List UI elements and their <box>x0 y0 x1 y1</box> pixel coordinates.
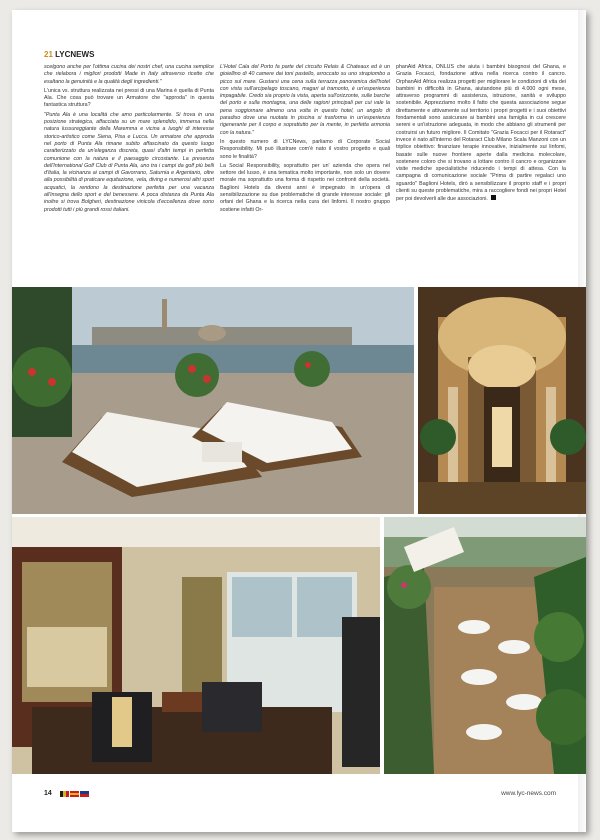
page-header <box>44 50 94 59</box>
photo-terrace-venice <box>12 287 414 514</box>
footer-url: www.lyc-news.com <box>501 790 556 797</box>
text-column-1 <box>44 64 214 216</box>
header-page-number: 21 <box>44 50 53 59</box>
footer-flags <box>60 791 89 797</box>
paragraph: L'Hotel Cala del Porto fa parte del circuito Relais & Chateaux ed è un gioiellino di 40 camere dai toni pastello, arroccato su uno strapiombo a picco sul mare. Gustarsi una cena sulla terrazza panoramica dell'hotel con vista sull'arcipelago toscano, magari al tramonto, è un'esperienza impagabile. Credo sia proprio la vista, aperta sull'orizzonte, sulle barche del porto e sulla montagna, una delle ragioni principali per cui vale la pena soggiornare almeno una volta in questo hotel, un angolo di paradiso dove una nuotata in piscina si trasforma in un'esperienza rigenerante per il corpo e soprattutto per la mente, in perfetta armonia con la natura." <box>220 64 390 136</box>
paragraph-text: phanAid Africa, ONLUS che aiuta i bambini bisognosi del Ghana, e Grazia Focacci, fondazione attiva nella ricerca contro il cancro. OrphanAid Africa realizza progetti per migliorare le condizioni di vita dei bambini in difficoltà in Ghana, aiutandone più di 4.000 ogni mese, attraverso programmi di assistenza, istruzione, sanità e sviluppo sostenibile. Apprezziamo molto il fatto che questa associazione segue direttamente e attivamente sul territorio i propri progetti e i suoi obiettivi fondamentali sono assicurare ai bambini una famiglia in cui crescere sereni e un'istruzione adeguata, in modo che abbiano gli strumenti per costruirsi un futuro migliore. Il Comitato "Grazia Focacci per il Rotaract" invece è nato all'interno del Rotaract Club Milano Scala Manzoni con un triplice obiettivo: finanziare terapie innovative, inizialmente sui linfomi, basate sulle nuove frontiere aperte dalla medicina molecolare, sostenere coloro che si trovano a lottare contro il cancro e organizzare visite mediche specialistiche riducendo i tempi di attesa. Con la campagna di comunicazione sociale "Prima di partire regalaci uno sguardo" Baglioni Hotels, dirò a sensibilizzare il proprio staff e i propri clienti su queste problematiche, mira a raccogliere fondi nei propri Hotel per poi devolverli alle due associazioni. <box>396 64 566 203</box>
paragraph: La Social Responsibility, soprattutto per un' azienda che opera nel settore del lusso, è una tematica molto importante, non solo un dovere morale ma soprattutto una forma di rispetto nei confronti della società. Baglioni Hotels da diversi anni è impegnato in un'opera di sensibilizzazione su due problematiche di grande interesse sociale: gli orfani del Ghana e la ricerca nella cura dei linfomi. Il nostro gruppo sostiene infatti Or- <box>220 162 390 213</box>
text-column-3 <box>396 64 566 206</box>
paragraph: "Punta Ala è una località che amo particolarmente. Si trova in una posizione strategica, affacciata su un mare splendido, immersa nella natura lussureggiante della Maremma e vicina a luoghi di interesse storico-artistico come Siena, Pisa e Lucca. Un armatore che approda nel porto di Punta Ala rimane subito affascinato da questo luogo caratterizzato da un'eleganza discreta, quasi d'altri tempi in perfetta comunione con la natura e il paesaggio circostante. La presenza dell'International Golf Club di Punta Ala, uno tra i campi da golf più belli d'Italia, la vicinanza ai campi di Gavorrano, Saturnia e Argentario, oltre alla possibilità di praticare equitazione, vela, diving e numerosi altri sport acquatici, la rendono la destinazione perfetta per una vacanza all'insegna dello sport e del benessere. A poca distanza da Punta Ala inoltre si trova Bolgheri, destinazione vinicola d'eccellenza dove sono prodotti tutti i più grandi rossi italiani. <box>44 111 214 213</box>
flag-icon <box>60 791 69 797</box>
terrace-illustration <box>12 287 414 514</box>
restaurant-illustration <box>384 517 586 774</box>
paragraph: scelgono anche per l'ottima cucina dei nostri chef, una cucina semplice che rielabora i migliori prodotti Made in Italy attraverso ricette che esaltano la genuinità e la qualità degli ingredienti." <box>44 64 214 85</box>
hall-illustration <box>418 287 586 514</box>
text-column-2 <box>220 64 390 216</box>
photo-garden-restaurant <box>384 517 586 774</box>
header-brand: LYCNEWS <box>55 50 95 59</box>
end-mark-icon <box>491 195 496 200</box>
flag-icon <box>70 791 79 797</box>
flag-icon <box>80 791 89 797</box>
paragraph <box>396 64 566 204</box>
question-paragraph: In questo numero di LYCNews, parliamo di Corporate Social Responsibility. Mi può illustrare com'è nato il vostro progetto e quali sono le finalità? <box>220 138 390 160</box>
photo-hotel-suite <box>12 517 380 774</box>
photo-arched-hall <box>418 287 586 514</box>
suite-illustration <box>12 517 380 774</box>
question-paragraph: L'unica vs. struttura realizzata nei pressi di una Marina è quella di Punta Ala. Che cosa può trovare un Armatore che "approda" in questa fantastica struttura? <box>44 87 214 109</box>
footer-page-number: 14 <box>44 790 52 797</box>
